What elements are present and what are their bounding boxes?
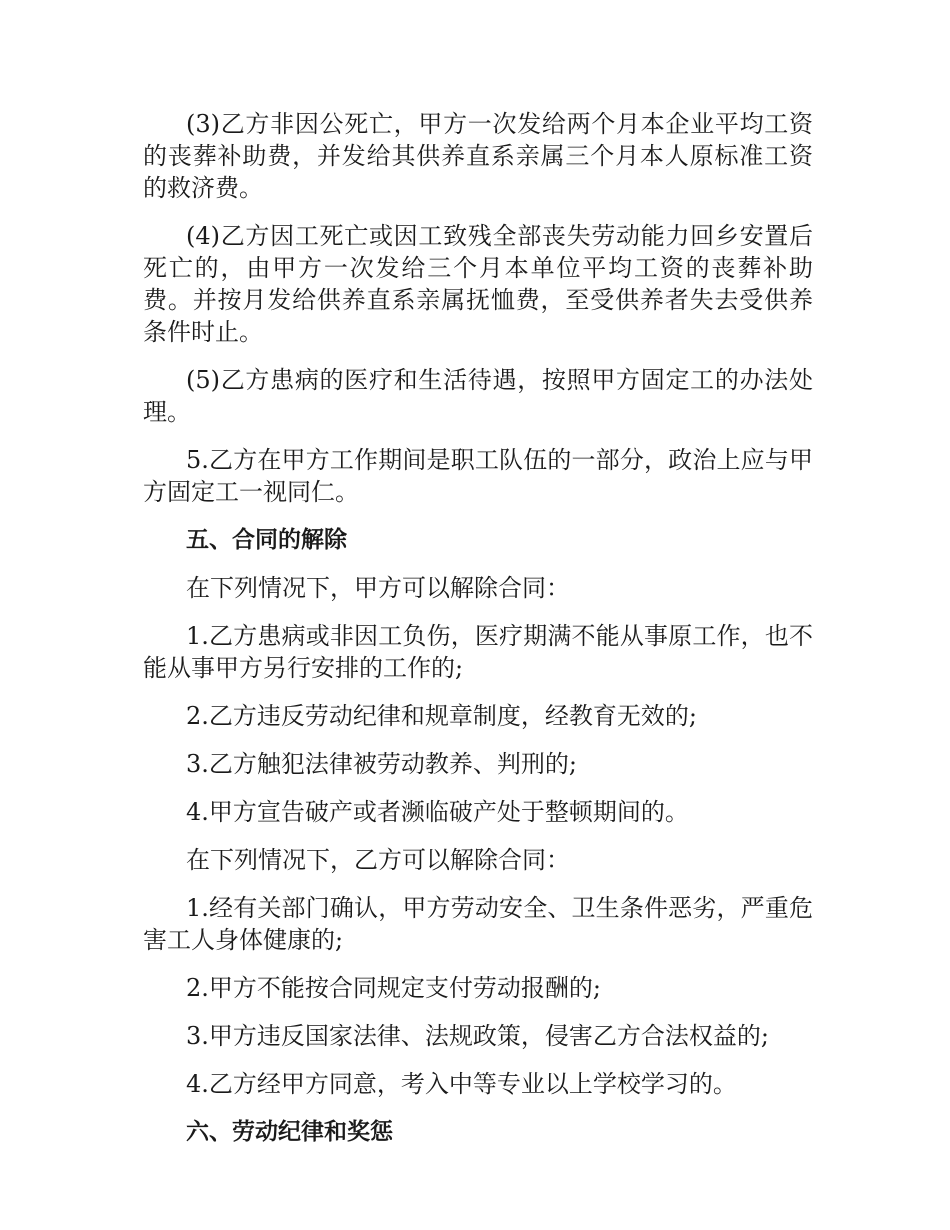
list-item-b4: 4.乙方经甲方同意，考入中等专业以上学校学习的。 (186, 1070, 737, 1098)
document-body (143, 108, 813, 1164)
list-item-b2: 2.甲方不能按合同规定支付劳动报酬的; (186, 974, 601, 1002)
list-item-b3: 3.甲方违反国家法律、法规政策，侵害乙方合法权益的; (186, 1022, 769, 1050)
paragraph-death-work-injury: (4)乙方因工死亡或因工致残全部丧失劳动能力回乡安置后死亡的，由甲方一次发给三个月本单位平均工资的丧葬补助费。并按月发给供养直系亲属抚恤费，至受供养者失去受供养条件时止。 (143, 222, 813, 346)
list-item-a4: 4.甲方宣告破产或者濒临破产处于整顿期间的。 (186, 798, 689, 826)
section-heading-termination: 五、合同的解除 (186, 527, 347, 553)
paragraph-party-a-conditions-intro: 在下列情况下，甲方可以解除合同： (186, 574, 570, 602)
list-item-b1: 1.经有关部门确认，甲方劳动安全、卫生条件恶劣，严重危害工人身体健康的; (143, 894, 813, 954)
paragraph-equal-treatment: 5.乙方在甲方工作期间是职工队伍的一部分，政治上应与甲方固定工一视同仁。 (143, 446, 813, 506)
list-item-a2: 2.乙方违反劳动纪律和规章制度，经教育无效的; (186, 702, 697, 730)
paragraph-death-non-work: (3)乙方非因公死亡，甲方一次发给两个月本企业平均工资的丧葬补助费，并发给其供养直系亲属三个月本人原标准工资的救济费。 (143, 110, 813, 202)
list-item-a3: 3.乙方触犯法律被劳动教养、判刑的; (186, 750, 577, 778)
list-item-a1: 1.乙方患病或非因工负伤，医疗期满不能从事原工作，也不能从事甲方另行安排的工作的; (143, 622, 813, 682)
paragraph-party-b-conditions-intro: 在下列情况下，乙方可以解除合同： (186, 846, 570, 874)
section-heading-discipline: 六、劳动纪律和奖惩 (186, 1119, 393, 1145)
paragraph-illness-treatment: (5)乙方患病的医疗和生活待遇，按照甲方固定工的办法处理。 (143, 366, 813, 426)
